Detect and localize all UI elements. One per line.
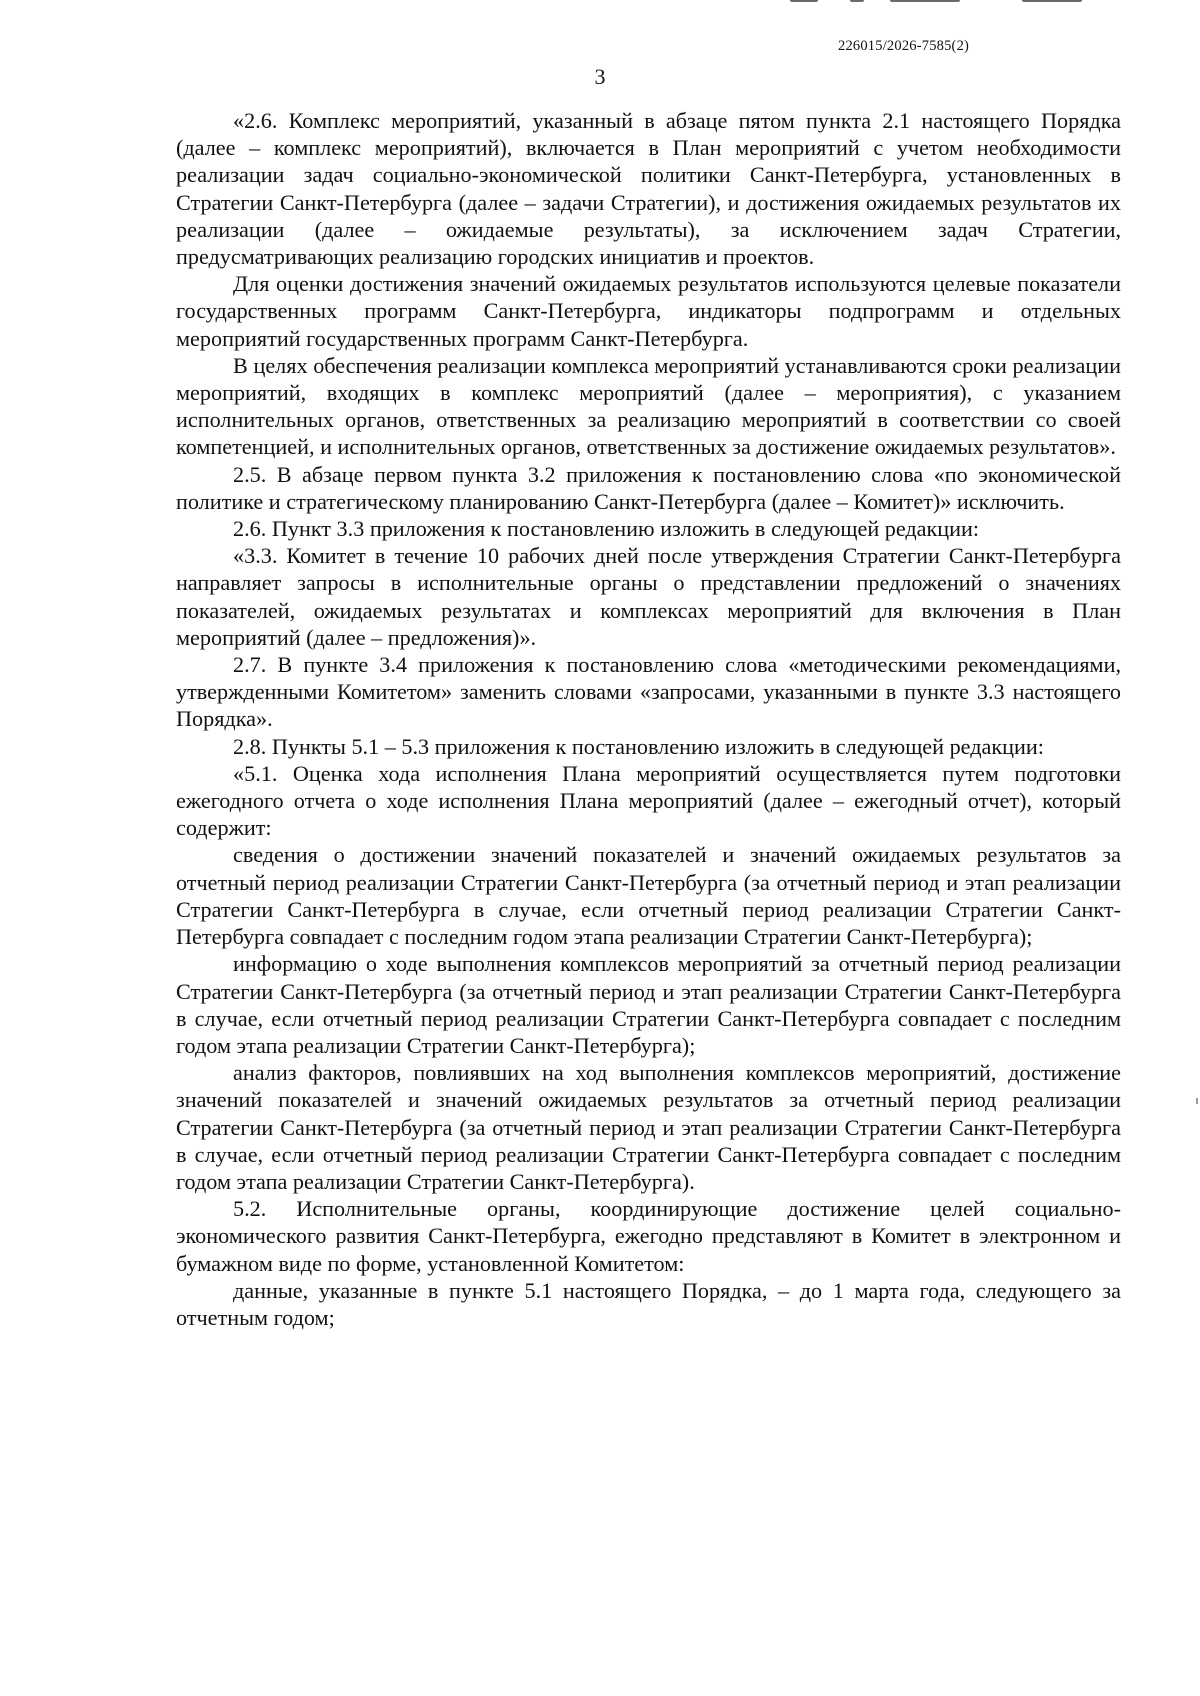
paragraph: 2.5. В абзаце первом пункта 3.2 приложения к постановлению слова «по экономической политике и стратегическому планированию Санкт-Петербурга (далее – Комитет)» исключить. bbox=[176, 461, 1121, 514]
paragraph: 2.7. В пункте 3.4 приложения к постановлению слова «методическими рекомендациями, утвержденными Комитетом» заменить словами «запросами, указанными в пункте 3.3 настоящего Порядка». bbox=[176, 652, 1121, 732]
paragraph: сведения о достижении значений показателей и значений ожидаемых результатов за отчетный период реализации Стратегии Санкт-Петербурга (за отчетный период и этап реализации Стратегии Санкт-Петербурга в случае, если отчетный период реализации Стратегии Санкт-Петербурга совпадает с последним годом этапа реализации Стратегии Санкт-Петербурга); bbox=[176, 842, 1121, 950]
paragraph: «3.3. Комитет в течение 10 рабочих дней после утверждения Стратегии Санкт-Петербурга направляет запросы в исполнительные органы о представлении предложений о значениях показателей, ожидаемых результатах и комплексах мероприятий для включения в План мероприятий (далее – предложения)». bbox=[176, 543, 1121, 650]
paragraph: 2.6. Пункт 3.3 приложения к постановлению изложить в следующей редакции: bbox=[233, 516, 980, 542]
paragraph: Для оценки достижения значений ожидаемых результатов используются целевые показатели государственных программ Санкт-Петербурга, индикаторы подпрограмм и отдельных мероприятий государственных программ Санкт-Петербурга. bbox=[176, 271, 1121, 351]
paragraph: 2.8. Пункты 5.1 – 5.3 приложения к постановлению изложить в следующей редакции: bbox=[233, 733, 1044, 759]
scan-artifact-top bbox=[790, 0, 1100, 4]
paragraph: анализ факторов, повлиявших на ход выполнения комплексов мероприятий, достижение значений показателей и значений ожидаемых результатов за отчетный период реализации Стратегии Санкт-Петербурга (за отчетный период и этап реализации Стратегии Санкт-Петербурга в случае, если отчетный период реализации Стратегии Санкт-Петербурга совпадает с последним годом этапа реализации Стратегии Санкт-Петербурга). bbox=[176, 1060, 1121, 1194]
page-number: 3 bbox=[594, 64, 606, 89]
document-body bbox=[176, 107, 1121, 1331]
paragraph: данные, указанные в пункте 5.1 настоящего Порядка, – до 1 марта года, следующего за отчетным годом; bbox=[176, 1277, 1121, 1330]
paragraph: В целях обеспечения реализации комплекса мероприятий устанавливаются сроки реализации мероприятий, входящих в комплекс мероприятий (далее – мероприятия), с указанием исполнительных органов, ответственных за реализацию мероприятий в соответствии со своей компетенцией, и исполнительных органов, ответственных за достижение ожидаемых результатов». bbox=[176, 352, 1121, 460]
paragraph: информацию о ходе выполнения комплексов мероприятий за отчетный период реализации Стратегии Санкт-Петербурга (за отчетный период и этап реализации Стратегии Санкт-Петербурга в случае, если отчетный период реализации Стратегии Санкт-Петербурга совпадает с последним годом этапа реализации Стратегии Санкт-Петербурга); bbox=[176, 951, 1121, 1058]
document-number: 226015/2026-7585(2) bbox=[838, 38, 970, 54]
paragraph: «5.1. Оценка хода исполнения Плана мероприятий осуществляется путем подготовки ежегодного отчета о ходе исполнения Плана мероприятий (далее – ежегодный отчет), который содержит: bbox=[176, 760, 1121, 841]
paragraph: 5.2. Исполнительные органы, координирующие достижение целей социально-экономического развития Санкт-Петербурга, ежегодно представляют в Комитет в электронном и бумажном виде по форме, установленной Комитетом: bbox=[176, 1196, 1121, 1276]
paragraph: «2.6. Комплекс мероприятий, указанный в абзаце пятом пункта 2.1 настоящего Порядка (далее – комплекс мероприятий), включается в План мероприятий с учетом необходимости реализации задач социально-экономической политики Санкт-Петербурга, установленных в Стратегии Санкт-Петербурга (далее – задачи Стратегии), и достижения ожидаемых результатов их реализации (далее – ожидаемые результаты), за исключением задач Стратегии, предусматривающих реализацию городских инициатив и проектов. bbox=[176, 108, 1121, 270]
scan-artifact-edge bbox=[1196, 1098, 1198, 1104]
